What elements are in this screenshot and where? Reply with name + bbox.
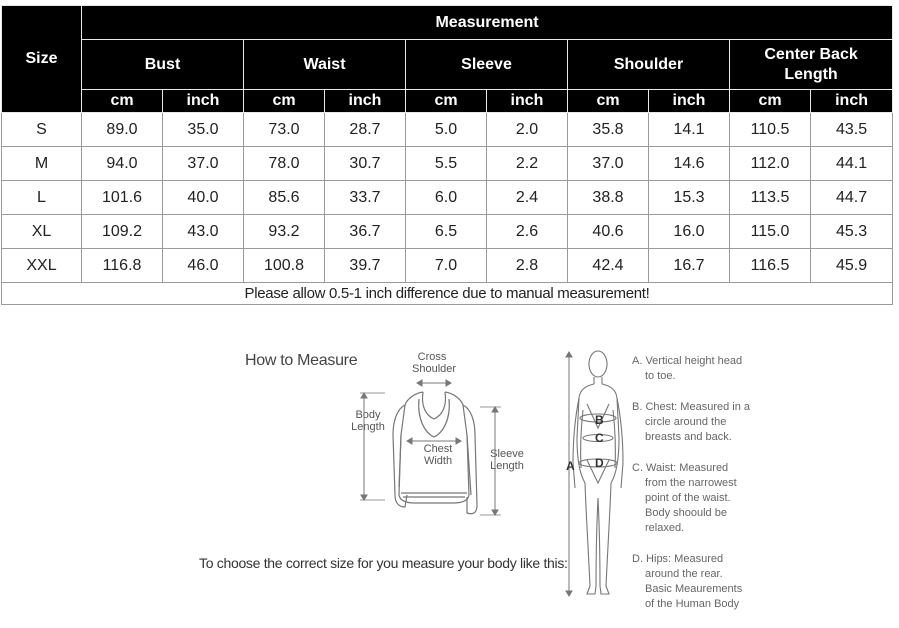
body-length-label: Body Length — [351, 409, 385, 433]
table-cell: 5.0 — [406, 113, 487, 147]
table-cell: 42.4 — [568, 249, 649, 283]
table-cell: 37.0 — [163, 147, 244, 181]
table-cell: 36.7 — [325, 215, 406, 249]
unit-inch: inch — [811, 90, 893, 113]
table-cell: 30.7 — [325, 147, 406, 181]
table-cell: 6.0 — [406, 181, 487, 215]
table-row — [2, 249, 893, 283]
unit-inch: inch — [487, 90, 568, 113]
table-cell: 101.6 — [82, 181, 163, 215]
table-cell: 89.0 — [82, 113, 163, 147]
table-cell: 93.2 — [244, 215, 325, 249]
table-row — [2, 215, 893, 249]
legend-item-d — [632, 552, 762, 612]
unit-header-row — [2, 90, 893, 113]
legend-d-line: Basic Meaurements — [645, 583, 743, 595]
legend-d-line: of the Human Body — [645, 598, 740, 610]
legend-c-line: point of the waist. — [645, 492, 731, 504]
group-header-sleeve: Sleeve — [406, 40, 568, 90]
table-cell: 6.5 — [406, 215, 487, 249]
table-cell: 40.6 — [568, 215, 649, 249]
table-cell: 116.8 — [82, 249, 163, 283]
legend-a-head: A. Vertical height head — [632, 355, 743, 367]
table-cell: 44.1 — [811, 147, 893, 181]
table-cell: 16.0 — [649, 215, 730, 249]
table-cell: 43.5 — [811, 113, 893, 147]
unit-cm: cm — [82, 90, 163, 113]
group-header-waist: Waist — [244, 40, 406, 90]
table-row — [2, 147, 893, 181]
table-cell: 28.7 — [325, 113, 406, 147]
size-cell: L — [2, 181, 82, 215]
table-cell: 45.3 — [811, 215, 893, 249]
table-cell: 14.6 — [649, 147, 730, 181]
table-cell: 15.3 — [649, 181, 730, 215]
letter-c-marker: C — [595, 431, 604, 445]
table-cell: 73.0 — [244, 113, 325, 147]
letter-b-marker: B — [595, 413, 604, 427]
table-row — [2, 181, 893, 215]
unit-cm: cm — [730, 90, 811, 113]
legend-b-line: circle around the — [645, 416, 727, 428]
note-row — [2, 283, 893, 305]
table-cell: 35.0 — [163, 113, 244, 147]
sleeve-length-label: Sleeve Length — [490, 448, 524, 472]
table-cell: 40.0 — [163, 181, 244, 215]
how-to-measure-title: How to Measure — [245, 352, 358, 369]
group-header-center-back-length: Center Back Length — [730, 40, 893, 90]
table-cell: 2.0 — [487, 113, 568, 147]
legend-b-head: B. Chest: Measured in a — [632, 401, 751, 413]
sweater-diagram — [355, 375, 520, 525]
legend-d-head: D. Hips: Measured — [632, 553, 724, 565]
table-cell: 5.5 — [406, 147, 487, 181]
table-cell: 44.7 — [811, 181, 893, 215]
measurement-note: Please allow 0.5-1 inch difference due to manual measurement! — [2, 283, 893, 305]
legend-item-c — [632, 461, 762, 536]
table-cell: 112.0 — [730, 147, 811, 181]
unit-cm: cm — [406, 90, 487, 113]
measurement-header: Measurement — [82, 6, 893, 40]
table-cell: 115.0 — [730, 215, 811, 249]
table-cell: 109.2 — [82, 215, 163, 249]
unit-cm: cm — [568, 90, 649, 113]
table-cell: 16.7 — [649, 249, 730, 283]
table-cell: 14.1 — [649, 113, 730, 147]
group-header-shoulder: Shoulder — [568, 40, 730, 90]
legend-a-line: to toe. — [645, 370, 676, 382]
unit-inch: inch — [325, 90, 406, 113]
table-cell: 33.7 — [325, 181, 406, 215]
legend-c-line: Body shoould be — [645, 507, 727, 519]
size-cell: XXL — [2, 249, 82, 283]
unit-inch: inch — [649, 90, 730, 113]
table-cell: 37.0 — [568, 147, 649, 181]
table-cell: 38.8 — [568, 181, 649, 215]
table-cell: 94.0 — [82, 147, 163, 181]
letter-a-marker: A — [566, 459, 575, 473]
table-cell: 35.8 — [568, 113, 649, 147]
size-cell: S — [2, 113, 82, 147]
unit-cm: cm — [244, 90, 325, 113]
unit-inch: inch — [163, 90, 244, 113]
size-header: Size — [2, 6, 82, 113]
group-header-bust: Bust — [82, 40, 244, 90]
legend-b-line: breasts and back. — [645, 431, 732, 443]
table-cell: 2.2 — [487, 147, 568, 181]
table-cell: 100.8 — [244, 249, 325, 283]
table-cell: 46.0 — [163, 249, 244, 283]
table-cell: 39.7 — [325, 249, 406, 283]
table-cell: 85.6 — [244, 181, 325, 215]
letter-d-marker: D — [595, 456, 604, 470]
cross-shoulder-label: Cross Shoulder — [412, 351, 457, 375]
table-cell: 43.0 — [163, 215, 244, 249]
table-cell: 45.9 — [811, 249, 893, 283]
table-cell: 116.5 — [730, 249, 811, 283]
table-cell: 2.4 — [487, 181, 568, 215]
size-cell: M — [2, 147, 82, 181]
measure-instruction: To choose the correct size for you measure your body like this: — [199, 555, 568, 571]
legend-c-line: relaxed. — [645, 522, 685, 534]
table-cell: 2.6 — [487, 215, 568, 249]
legend-item-a — [632, 354, 762, 384]
legend-d-line: around the rear. — [645, 568, 723, 580]
legend-c-line: from the narrowest — [645, 477, 737, 489]
table-cell: 2.8 — [487, 249, 568, 283]
chest-width-label: Chest Width — [423, 443, 453, 467]
table-cell: 78.0 — [244, 147, 325, 181]
table-cell: 113.5 — [730, 181, 811, 215]
legend-c-head: C. Waist: Measured — [632, 462, 729, 474]
table-row — [2, 113, 893, 147]
legend-item-b — [632, 400, 762, 445]
size-cell: XL — [2, 215, 82, 249]
size-table — [1, 5, 893, 305]
body-figure-diagram — [565, 348, 630, 603]
table-cell: 110.5 — [730, 113, 811, 147]
table-cell: 7.0 — [406, 249, 487, 283]
